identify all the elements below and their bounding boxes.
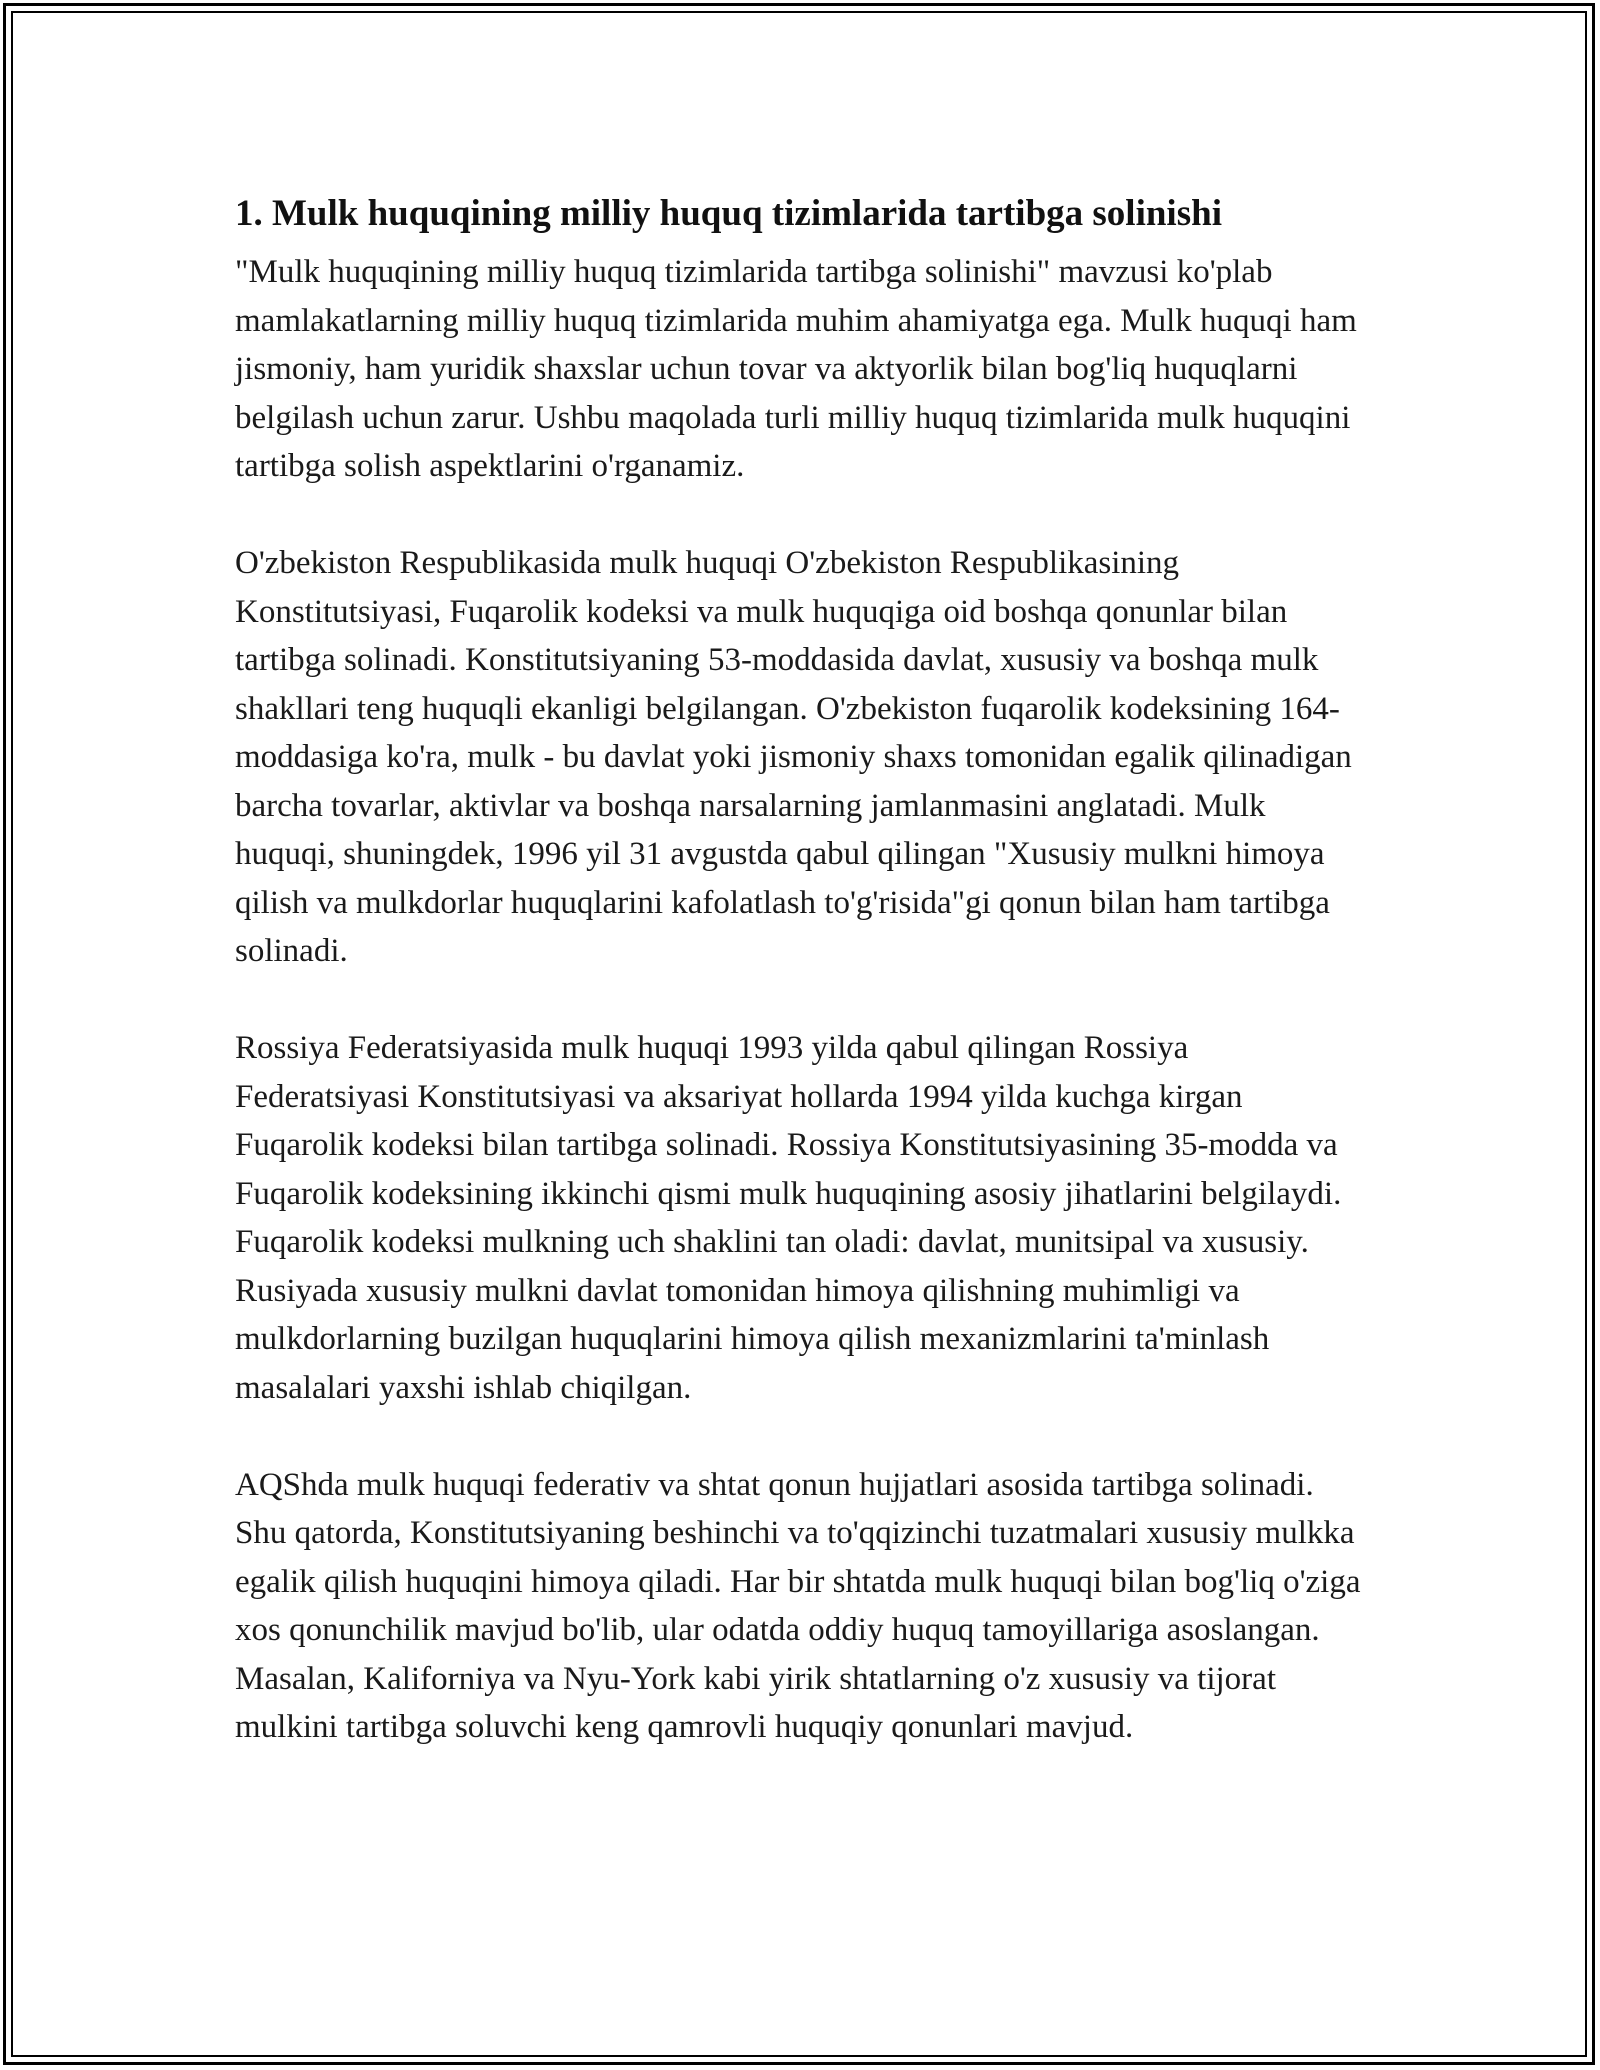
paragraph-russia: Rossiya Federatsiyasida mulk huquqi 1993 yilda qabul qilingan Rossiya Federatsiyasi Konstitutsiyasi va aksariyat hollarda 1994 yilda kuchga kirgan Fuqarolik kodeksi bilan tartibga solinadi. Rossiya Konstitutsiyasining 35-modda va Fuqarolik kodeksining ikkinchi qismi mulk huquqining asosiy jihatlarini belgilaydi. Fuqarolik kodeksi mulkning uch shaklini tan oladi: davlat, munitsipal va xususiy. Rusiyada xususiy mulkni davlat tomonidan himoya qilishning muhimligi va mulkdorlarning buzilgan huquqlarini himoya qilish mexanizmlarini ta'minlash masalalari yaxshi ishlab chiqilgan. bbox=[235, 1030, 1342, 1406]
section-heading: 1. Mulk huquqining milliy huquq tizimlarida tartibga solinishi bbox=[235, 193, 1222, 234]
document-body bbox=[235, 186, 1365, 1800]
paragraph-usa: AQShda mulk huquqi federativ va shtat qonun hujjatlari asosida tartibga solinadi. Shu qatorda, Konstitutsiyaning beshinchi va to'qqizinchi tuzatmalari xususiy mulkka egalik qilish huquqini himoya qiladi. Har bir shtatda mulk huquqi bilan bog'liq o'ziga xos qonunchilik mavjud bo'lib, ular odatda oddiy huquq tamoyillariga asoslangan. Masalan, Kaliforniya va Nyu-York kabi yirik shtatlarning o'z xususiy va tijorat mulkini tartibga soluvchi keng qamrovli huquqiy qonunlari mavjud. bbox=[235, 1466, 1361, 1745]
paragraph-intro: "Mulk huquqining milliy huquq tizimlarida tartibga solinishi" mavzusi ko'plab mamlakatlarning milliy huquq tizimlarida muhim ahamiyatga ega. Mulk huquqi ham jismoniy, ham yuridik shaxslar uchun tovar va aktyorlik bilan bog'liq huquqlarni belgilash uchun zarur. Ushbu maqolada turli milliy huquq tizimlarida mulk huquqini tartibga solish aspektlarini o'rganamiz. bbox=[235, 254, 1357, 484]
paragraph-uzbekistan: O'zbekiston Respublikasida mulk huquqi O'zbekiston Respublikasining Konstitutsiyasi, Fuqarolik kodeksi va mulk huquqiga oid boshqa qonunlar bilan tartibga solinadi. Konstitutsiyaning 53-moddasida davlat, xususiy va boshqa mulk shakllari teng huquqli ekanligi belgilangan. O'zbekiston fuqarolik kodeksining 164-moddasiga ko'ra, mulk - bu davlat yoki jismoniy shaxs tomonidan egalik qilinadigan barcha tovarlar, aktivlar va boshqa narsalarning jamlanmasini anglatadi. Mulk huquqi, shuningdek, 1996 yil 31 avgustda qabul qilingan "Xususiy mulkni himoya qilish va mulkdorlar huquqlarini kafolatlash to'g'risida"gi qonun bilan ham tartibga solinadi. bbox=[235, 545, 1352, 969]
